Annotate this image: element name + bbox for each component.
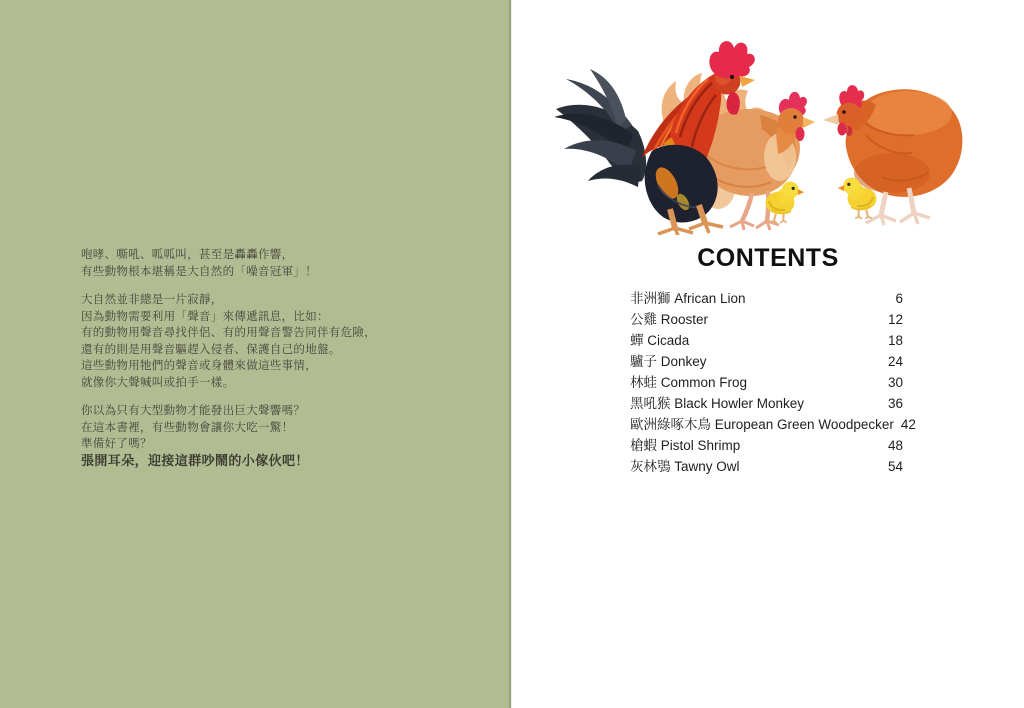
toc-entry-label: 灰林鴞 Tawny Owl xyxy=(630,459,740,474)
toc-page-number: 6 xyxy=(895,291,903,306)
toc-row xyxy=(630,414,916,435)
chick-right-beak xyxy=(838,185,844,191)
intro-line: 有些動物根本堪稱是大自然的「噪音冠軍」！ xyxy=(81,265,317,278)
intro-paragraph xyxy=(81,247,441,280)
hen-middle-wattle xyxy=(796,127,805,141)
left-page xyxy=(0,0,511,708)
intro-line: 還有的則是用聲音驅趕入侵者、保護自己的地盤。 xyxy=(81,343,341,356)
chick-left-beak xyxy=(798,189,804,195)
toc-row xyxy=(630,309,903,330)
toc-page-number: 12 xyxy=(887,312,903,327)
rooster-wattle xyxy=(727,92,740,115)
intro-line: 因為動物需要利用「聲音」來傳遞訊息，比如： xyxy=(81,310,329,323)
right-page xyxy=(511,0,1024,708)
rooster-beak xyxy=(740,76,755,87)
hen-right xyxy=(823,85,962,225)
toc-row xyxy=(630,393,903,414)
toc-entry-label: 林蛙 Common Frog xyxy=(630,375,748,390)
rooster-comb xyxy=(709,41,754,78)
toc-page-number: 24 xyxy=(887,354,903,369)
intro-line: 咆哮、嘶吼、呱呱叫，甚至是轟轟作響， xyxy=(81,249,294,261)
toc-row xyxy=(630,372,903,393)
chick-left-eye xyxy=(792,187,795,190)
toc-page-number: 48 xyxy=(887,438,903,453)
toc-entry-label: 歐洲綠啄木鳥 European Green Woodpecker xyxy=(630,417,894,432)
hen-middle-eye xyxy=(793,115,797,119)
toc-page-number: 30 xyxy=(887,375,903,390)
hen-right-beak xyxy=(823,114,839,125)
intro-line: 準備好了嗎？ xyxy=(81,438,152,450)
toc-entry-label: 黑吼猴 Black Howler Monkey xyxy=(630,396,805,411)
intro-line: 有的動物用聲音尋找伴侶、有的用聲音警告同伴有危險， xyxy=(81,327,376,339)
toc-row xyxy=(630,330,903,351)
toc-row xyxy=(630,435,903,456)
toc-list xyxy=(630,288,916,477)
toc-entry-label: 公雞 Rooster xyxy=(630,312,709,327)
toc-entry-label: 槍蝦 Pistol Shrimp xyxy=(630,438,741,453)
intro-paragraph xyxy=(81,292,441,391)
hen-right-eye xyxy=(842,110,846,114)
intro-line: 就像你大聲喊叫或拍手一樣。 xyxy=(81,376,235,389)
toc-row xyxy=(630,456,903,477)
toc-page-number: 54 xyxy=(887,459,903,474)
intro-line: 張開耳朵，迎接這群吵鬧的小傢伙吧！ xyxy=(81,452,309,468)
intro-text xyxy=(81,247,441,481)
toc-page-number: 18 xyxy=(887,333,903,348)
intro-line: 在這本書裡，有些動物會讓你大吃一驚！ xyxy=(81,421,294,434)
intro-line: 這些動物用牠們的聲音或身體來做這些事情， xyxy=(81,360,317,372)
intro-line: 你以為只有大型動物才能發出巨大聲響嗎？ xyxy=(81,405,306,417)
toc-page-number: 42 xyxy=(900,417,916,432)
toc-row xyxy=(630,288,903,309)
toc-page-number: 36 xyxy=(887,396,903,411)
contents-title: CONTENTS xyxy=(697,244,839,272)
toc-entry-label: 蟬 Cicada xyxy=(630,333,690,348)
toc-entry-label: 非洲獅 African Lion xyxy=(630,291,746,306)
chick-right-eye xyxy=(847,183,850,186)
hen-right-wattle xyxy=(838,123,847,136)
hen-middle-beak xyxy=(803,117,815,128)
intro-paragraph xyxy=(81,403,441,469)
toc-entry-label: 驢子 Donkey xyxy=(630,354,707,369)
rooster-eye xyxy=(730,75,734,79)
toc-row xyxy=(630,351,903,372)
intro-line: 大自然並非總是一片寂靜， xyxy=(81,294,223,306)
chicken-family-illustration xyxy=(546,35,966,235)
